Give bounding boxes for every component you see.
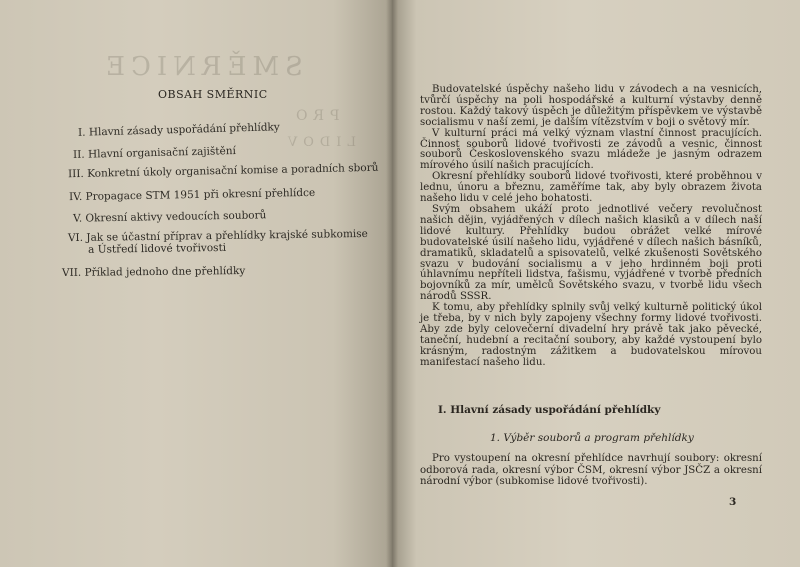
section-heading: I. Hlavní zásady uspořádání přehlídky [438, 404, 661, 416]
toc-number: VI. [67, 231, 84, 245]
toc-item [78, 121, 280, 139]
toc-text: Konkretní úkoly organisační komise a poradních sborů [87, 161, 379, 180]
toc-title: OBSAH SMĚRNIC [158, 88, 268, 101]
left-page [0, 0, 392, 567]
toc-number: IV. [68, 190, 83, 204]
toc-item [68, 228, 368, 256]
toc-item [73, 209, 267, 224]
page-number: 3 [729, 496, 737, 508]
toc-text: Příklad jednoho dne přehlídky [84, 265, 246, 279]
paragraph: Pro vystoupení na okresní přehlídce navrhují soubory: okresní odborová rada, okresní výbor ČSM, okresní výbor JSČZ a okresní národní výbor (subkomise lidové tvořivosti). [420, 453, 762, 487]
paragraph: Budovatelské úspěchy našeho lidu v závodech a na vesnicích, tvůrčí úspěchy na poli hospodářské a kulturní výstavby denně rostou. Každý takový úspěch je důležitým příspěvkem ve výstavbě socialismu v naší zemi, je dalším vítězstvím v boji o světový mír. [420, 84, 762, 128]
toc-number: III. [67, 167, 84, 181]
toc-text: Jak se účastní příprav a přehlídky krajské subkomise [86, 227, 368, 244]
show-through-text: LIDOV [282, 135, 357, 150]
toc-text-continued: a Ústředí lidové tvořivosti [88, 241, 227, 256]
toc-number: I. [77, 126, 86, 139]
paragraph: Svým obsahem ukáží proto jednotlivé večery revolučnost našich dějin, vyjádřených v dílech našich klasiků a v dílech naší lidové kultury. Přehlídky budou obrážet velké mírové budovatelské úsilí našeho lidu, vyjádřené v dílech našich básníků, dramatiků, skladatelů a spisovatelů, velké zkušenosti Sovětského svazu v budování socialismu a v jeho hrdinném boji proti úhlavnímu nepříteli lidstva, fašismu, vyjádřené v tvorbě předních bojovníků za mír, umělců Sovětského svazu, v tvorbě lidu všech národů SSSR. [420, 203, 762, 303]
toc-number: II. [72, 148, 85, 161]
toc-text: Propagace STM 1951 při okresní přehlídce [85, 186, 316, 203]
toc-item [68, 162, 379, 180]
paragraph: Okresní přehlídky souborů lidové tvořivosti, které proběhnou v lednu, únoru a březnu, zaměříme tak, aby byly obrazem života našeho lidu v celé jeho bohatosti. [420, 171, 762, 205]
paragraph: K tomu, aby přehlídky splnily svůj velký kulturně politický úkol je třeba, by v nich byly zapojeny všechny formy lidové tvořivosti. Aby zde byly celovečerní divadelní hry právě tak jako pěvecké, taneční, hudební a recitační soubory, aby každé vystoupení bylo krásným, radostným zážitkem a budovatelskou mírovou manifestací našeho lidu. [420, 302, 762, 368]
toc-text: Hlavní organisační zajištění [87, 145, 237, 161]
section-text [420, 453, 762, 488]
subsection-heading: 1. Výběr souborů a program přehlídky [490, 432, 694, 444]
toc-number: V. [72, 212, 83, 225]
toc-text: Okresní aktivy vedoucích souborů [85, 209, 267, 225]
toc-item [62, 265, 245, 279]
intro-text [420, 85, 762, 369]
toc-item [69, 187, 315, 203]
show-through-text: SMĚRNICE [100, 52, 303, 82]
book-gutter [386, 0, 398, 567]
toc-text: Hlavní zásady uspořádání přehlídky [88, 121, 280, 139]
paragraph: V kulturní práci má velký význam vlastní činnost pracujících. Činnost souborů lidové tvořivosti ze závodů a vesnic, činnost souborů Československého svazu mládeže je jasným odrazem mírového úsilí našich pracujících. [420, 127, 762, 172]
toc-number: VII. [61, 266, 82, 279]
toc-item [73, 145, 236, 161]
show-through-text: PRO [290, 108, 340, 124]
